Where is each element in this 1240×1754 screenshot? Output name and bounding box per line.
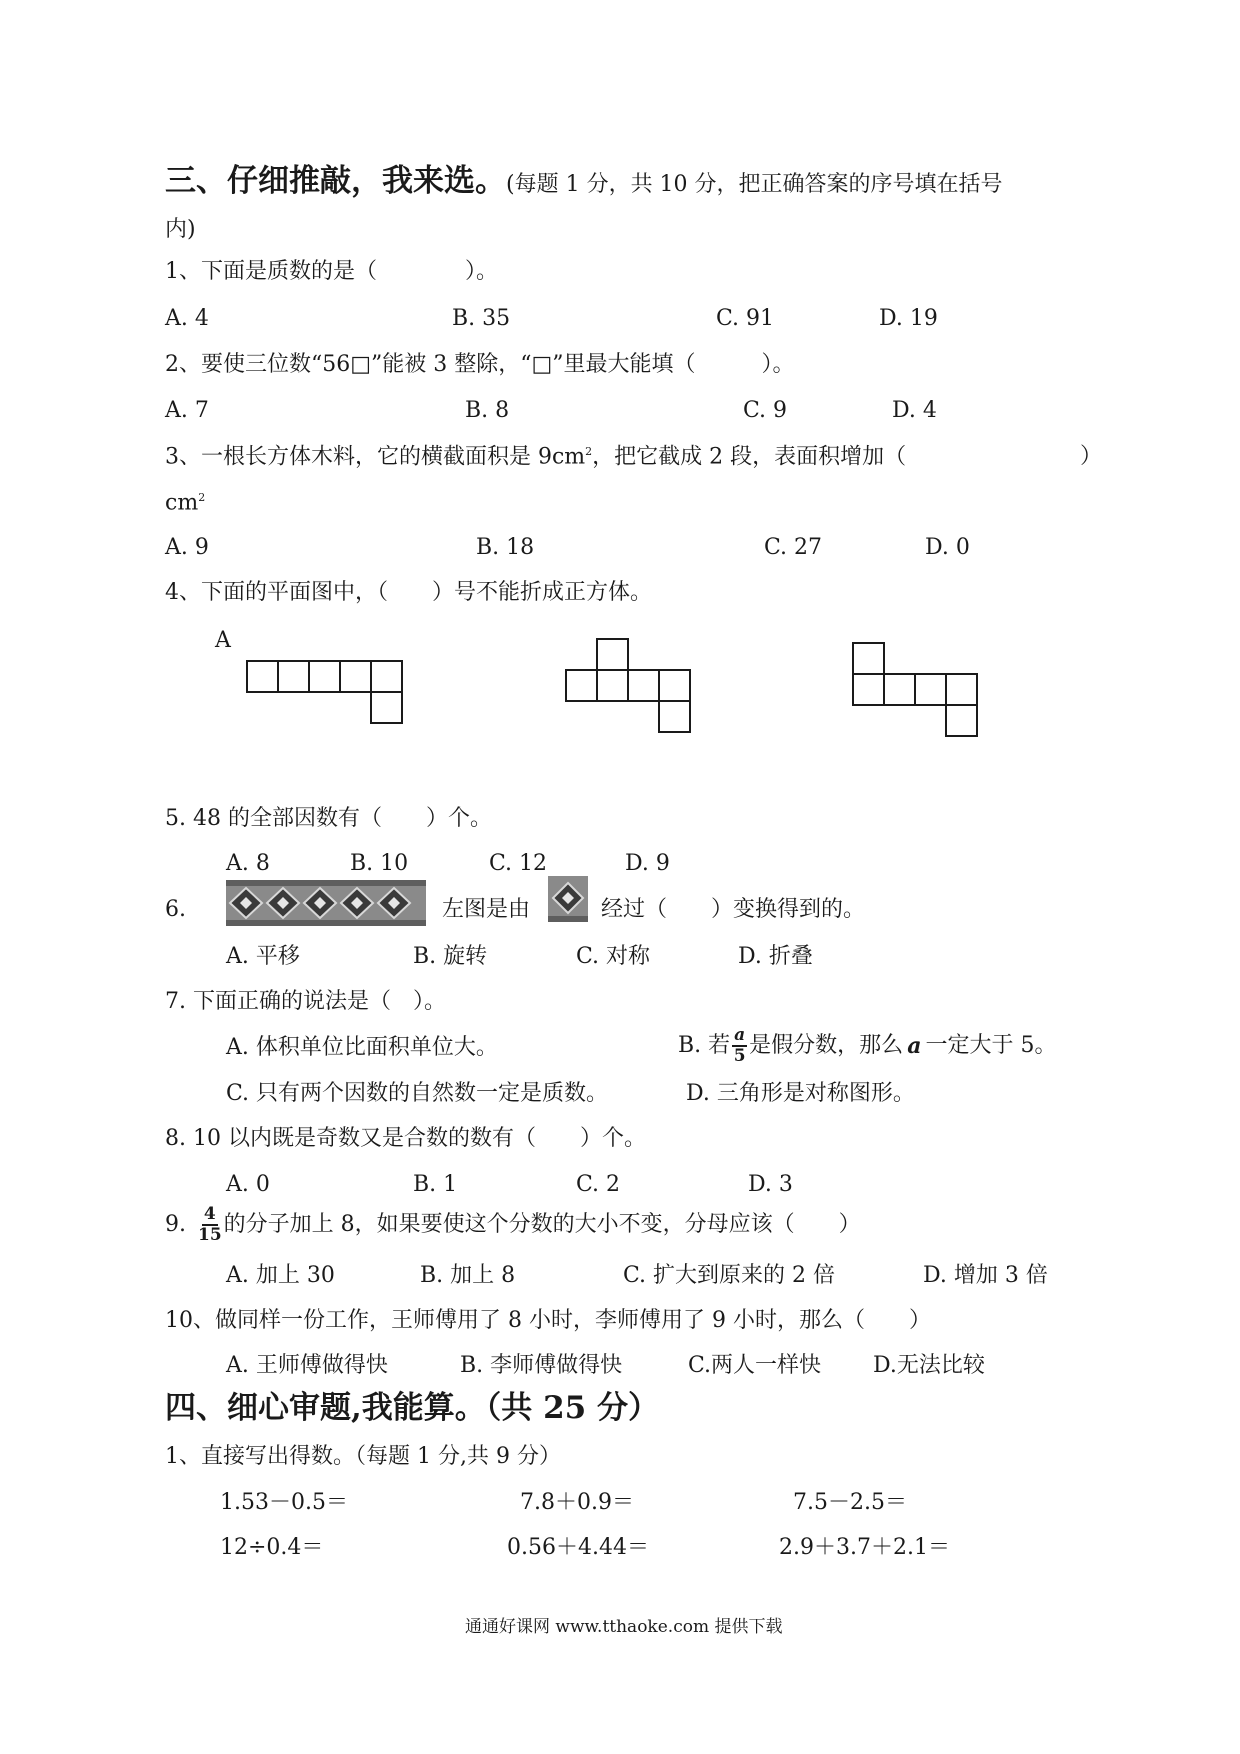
calc-item: 2.9＋3.7＋2.1＝ bbox=[779, 1535, 950, 1560]
q8-option-c: C. 2 bbox=[576, 1172, 621, 1197]
q7-fraction-numerator: a bbox=[734, 1025, 746, 1045]
net-a-square bbox=[309, 661, 340, 692]
q3-stem bbox=[165, 446, 906, 468]
q1-option-c: C. 91 bbox=[716, 306, 775, 331]
net-a-square bbox=[247, 661, 278, 692]
q3-option-a: A. 9 bbox=[165, 535, 209, 560]
q2-option-a: A. 7 bbox=[165, 398, 209, 423]
cube-net-b bbox=[565, 638, 695, 734]
q9-stem bbox=[165, 1206, 861, 1244]
q4-label-a: A bbox=[215, 628, 231, 653]
q6-option-b: B. 旋转 bbox=[413, 944, 488, 969]
section-4-heading: 四、细心审题,我能算。（共 25 分） bbox=[165, 1390, 660, 1426]
net-b-square bbox=[597, 670, 628, 701]
section-3-header bbox=[165, 163, 1003, 199]
q2-option-b: B. 8 bbox=[465, 398, 510, 423]
q8-option-b: B. 1 bbox=[413, 1172, 458, 1197]
q9-number: 9. bbox=[165, 1212, 186, 1237]
q10-option-a: A. 王师傅做得快 bbox=[226, 1353, 388, 1378]
net-b-square bbox=[597, 639, 628, 670]
q9-stem-text: 的分子加上 8，如果要使这个分数的大小不变，分母应该（ ） bbox=[223, 1212, 861, 1237]
net-c-square bbox=[884, 674, 915, 705]
net-c-square bbox=[853, 643, 884, 674]
section-3-note-cont: 内) bbox=[165, 217, 196, 242]
net-c-square bbox=[853, 674, 884, 705]
q7-option-b-post: 一定大于 5。 bbox=[925, 1033, 1057, 1058]
q3-unit-text: cm bbox=[165, 490, 199, 516]
q8-option-a: A. 0 bbox=[226, 1172, 270, 1197]
q3-superscript: 2 bbox=[585, 445, 593, 458]
calc-item: 7.8＋0.9＝ bbox=[520, 1490, 634, 1515]
q3-stem-a: 3、一根长方体木料，它的横截面积是 9cm bbox=[165, 444, 586, 470]
section-4-subheading: 1、直接写出得数。（每题 1 分,共 9 分） bbox=[165, 1444, 561, 1469]
q10-option-d: D.无法比较 bbox=[873, 1353, 985, 1378]
q7-option-b-pre: B. 若 bbox=[678, 1033, 731, 1058]
q2-option-c: C. 9 bbox=[743, 398, 788, 423]
pattern-unit-image bbox=[548, 876, 588, 922]
q7-option-b bbox=[678, 1027, 1056, 1065]
net-c-square bbox=[946, 705, 977, 736]
calc-item: 12÷0.4＝ bbox=[220, 1535, 324, 1560]
q7-stem: 7. 下面正确的说法是（ ）。 bbox=[165, 989, 446, 1014]
q9-option-d: D. 增加 3 倍 bbox=[923, 1263, 1048, 1288]
q2-option-d: D. 4 bbox=[892, 398, 937, 423]
q2-stem: 2、要使三位数“56□”能被 3 整除，“□”里最大能填（ ）。 bbox=[165, 352, 795, 377]
q3-option-d: D. 0 bbox=[925, 535, 970, 560]
q7-fraction bbox=[732, 1027, 747, 1065]
page-footer: 通通好课网 www.tthaoke.com 提供下载 bbox=[465, 1617, 783, 1637]
q9-fraction bbox=[198, 1206, 222, 1244]
q1-option-d: D. 19 bbox=[879, 306, 938, 331]
q3-option-c: C. 27 bbox=[764, 535, 823, 560]
net-a-square bbox=[371, 661, 402, 692]
q5-stem: 5. 48 的全部因数有（ ）个。 bbox=[165, 806, 492, 831]
q3-paren-close: ） bbox=[1080, 444, 1103, 469]
q8-stem: 8. 10 以内既是奇数又是合数的数有（ ）个。 bbox=[165, 1126, 646, 1151]
q9-option-b: B. 加上 8 bbox=[420, 1263, 516, 1288]
pattern-strip-image bbox=[226, 880, 426, 926]
calc-item: 7.5－2.5＝ bbox=[793, 1490, 907, 1515]
net-b-square bbox=[659, 670, 690, 701]
q7-option-c: C. 只有两个因数的自然数一定是质数。 bbox=[226, 1081, 609, 1106]
q6-option-c: C. 对称 bbox=[576, 944, 651, 969]
q5-option-b: B. 10 bbox=[350, 851, 409, 876]
net-a-square bbox=[371, 692, 402, 723]
q4-stem: 4、下面的平面图中，（ ）号不能折成正方体。 bbox=[165, 580, 652, 605]
q9-option-c: C. 扩大到原来的 2 倍 bbox=[623, 1263, 836, 1288]
q9-option-a: A. 加上 30 bbox=[226, 1263, 335, 1288]
cube-net-c bbox=[852, 642, 982, 738]
q1-option-a: A. 4 bbox=[165, 306, 209, 331]
q9-fraction-denominator: 15 bbox=[198, 1225, 222, 1245]
q7-option-b-var: a bbox=[907, 1033, 922, 1059]
q5-option-c: C. 12 bbox=[489, 851, 548, 876]
q7-option-b-mid: 是假分数，那么 bbox=[749, 1033, 904, 1058]
q3-option-b: B. 18 bbox=[476, 535, 535, 560]
q8-option-d: D. 3 bbox=[748, 1172, 793, 1197]
net-c-square bbox=[915, 674, 946, 705]
q6-number: 6. bbox=[165, 897, 186, 922]
q6-text-b: 经过（ ）变换得到的。 bbox=[601, 897, 866, 922]
q7-option-a: A. 体积单位比面积单位大。 bbox=[226, 1035, 498, 1060]
section-3-heading: 三、仔细推敲，我来选。 bbox=[165, 163, 506, 199]
q10-option-c: C.两人一样快 bbox=[688, 1353, 822, 1378]
section-3-note: (每题 1 分，共 10 分，把正确答案的序号填在括号 bbox=[506, 172, 1003, 197]
q9-fraction-numerator: 4 bbox=[203, 1204, 216, 1224]
net-a-square bbox=[278, 661, 309, 692]
q6-text-a: 左图是由 bbox=[442, 897, 531, 922]
q10-option-b: B. 李师傅做得快 bbox=[460, 1353, 623, 1378]
q1-stem: 1、下面是质数的是（ ）。 bbox=[165, 259, 498, 284]
cube-net-a bbox=[246, 660, 406, 720]
q5-option-a: A. 8 bbox=[226, 851, 270, 876]
net-a-square bbox=[340, 661, 371, 692]
q5-option-d: D. 9 bbox=[625, 851, 670, 876]
net-b-square bbox=[566, 670, 597, 701]
q7-option-d: D. 三角形是对称图形。 bbox=[686, 1081, 915, 1106]
net-c-square bbox=[946, 674, 977, 705]
q3-stem-b: ，把它截成 2 段，表面积增加（ bbox=[592, 444, 907, 470]
q6-option-a: A. 平移 bbox=[226, 944, 300, 969]
net-b-square bbox=[659, 701, 690, 732]
net-b-square bbox=[628, 670, 659, 701]
q3-unit-superscript: 2 bbox=[198, 491, 206, 504]
q10-stem: 10、做同样一份工作，王师傅用了 8 小时，李师傅用了 9 小时，那么（ ） bbox=[165, 1308, 931, 1333]
calc-item: 1.53－0.5＝ bbox=[220, 1490, 348, 1515]
q7-fraction-denominator: 5 bbox=[733, 1046, 746, 1066]
calc-item: 0.56＋4.44＝ bbox=[507, 1535, 649, 1560]
q3-unit bbox=[165, 492, 205, 514]
q1-option-b: B. 35 bbox=[452, 306, 511, 331]
q6-option-d: D. 折叠 bbox=[738, 944, 813, 969]
